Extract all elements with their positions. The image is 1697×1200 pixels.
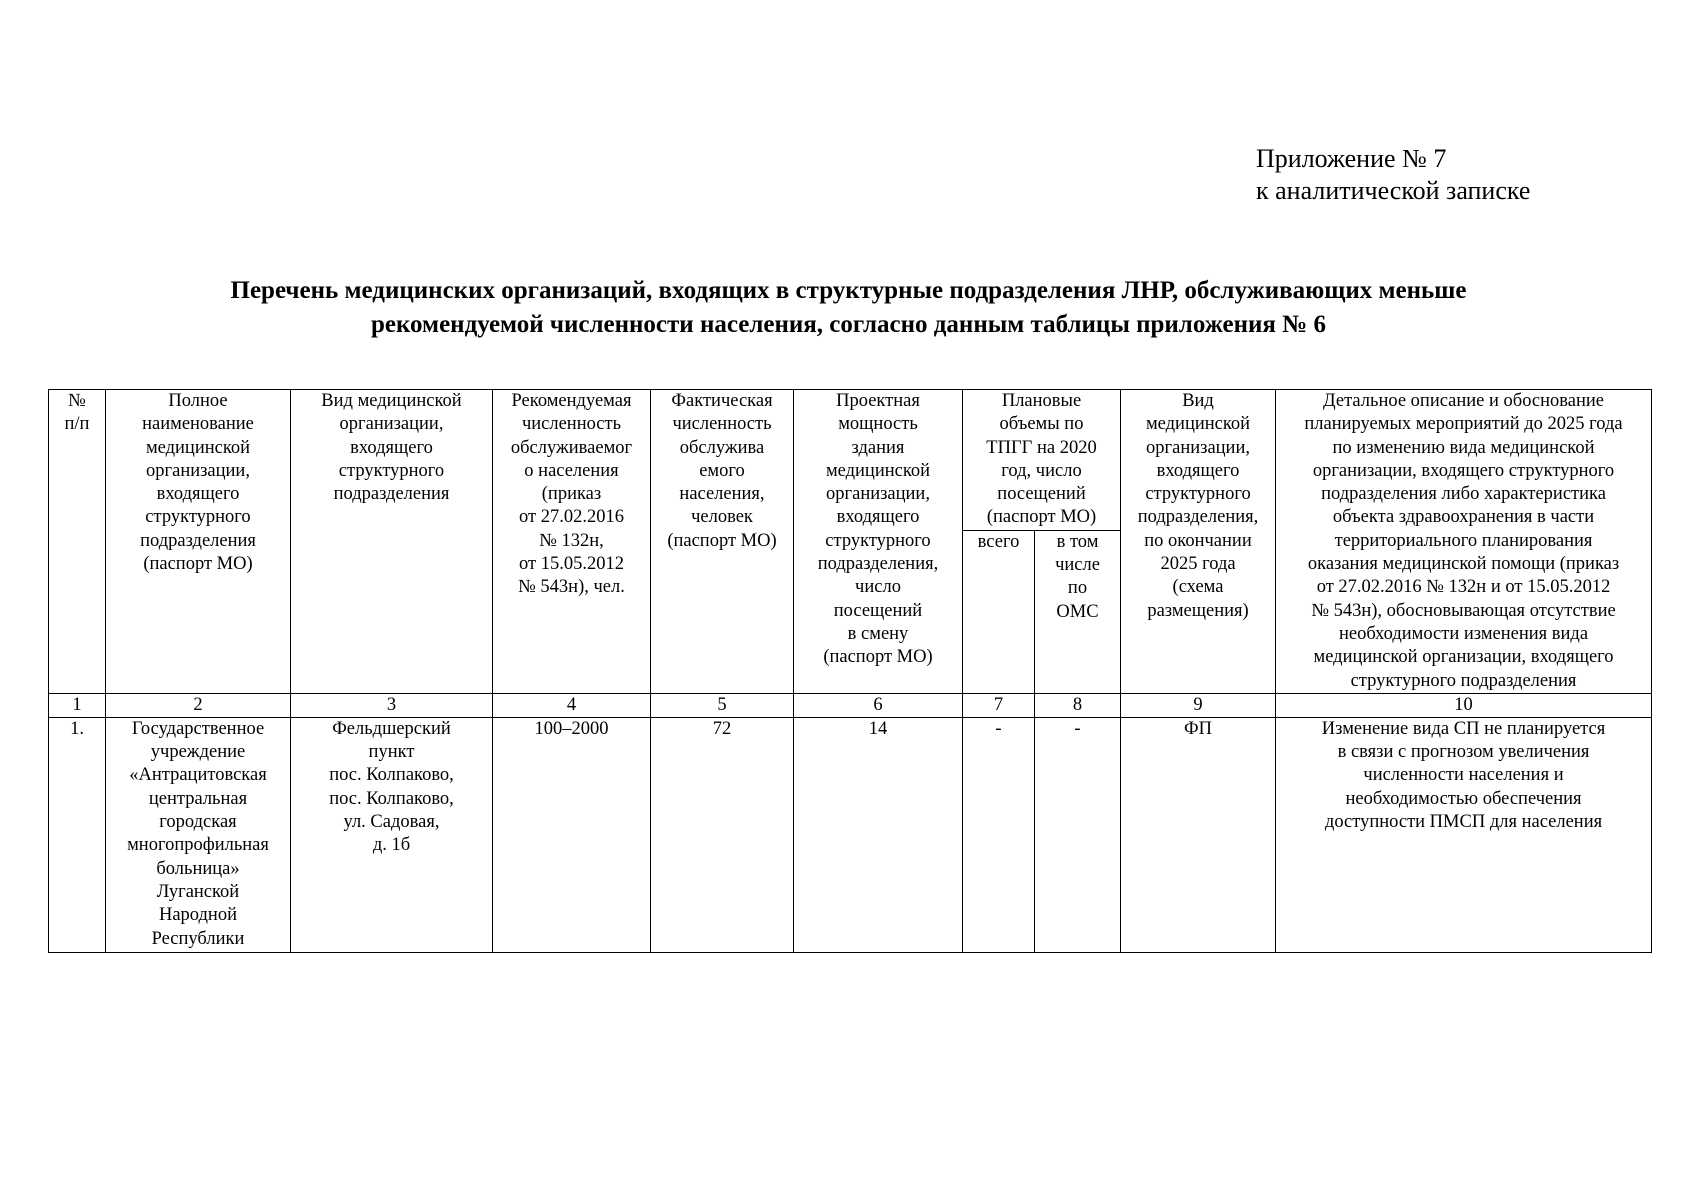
header-full-name: Полное наименование медицинской организации, входящего структурного подразделения (паспорт МО)	[106, 390, 291, 694]
header-planned-total: всего	[963, 530, 1035, 693]
appendix-reference: к аналитической записке	[1256, 176, 1531, 205]
header-actual-population: Фактическая численность обслужива емого населения, человек (паспорт МО)	[651, 390, 794, 694]
column-number: 4	[493, 693, 651, 717]
header-number: № п/п	[49, 390, 106, 694]
header-description: Детальное описание и обоснование планируемых мероприятий до 2025 года по изменению вида медицинской организации, входящего структурного подразделения либо характеристика объекта здравоохранения в части территориального планирования оказания медицинской помощи (приказ от 27.02.2016 № 132н и от 15.05.2012 № 543н), обосновывающая отсутствие необходимости изменения вида медицинской организации, входящего структурного подразделения	[1276, 390, 1652, 694]
title-line-1: Перечень медицинских организаций, входящих в структурные подразделения ЛНР, обслуживающих меньше	[230, 277, 1467, 304]
header-planned-volumes: Плановые объемы по ТПГГ на 2020 год, число посещений (паспорт МО)	[963, 390, 1121, 531]
row-type-2025: ФП	[1121, 717, 1276, 952]
row-planned-oms: -	[1035, 717, 1121, 952]
header-row	[49, 390, 1652, 531]
column-number: 9	[1121, 693, 1276, 717]
row-description: Изменение вида СП не планируется в связи с прогнозом увеличения численности населения и необходимостью обеспечения доступности ПМСП для населения	[1276, 717, 1652, 952]
column-number: 7	[963, 693, 1035, 717]
header-type-2025: Вид медицинской организации, входящего структурного подразделения, по окончании 2025 года (схема размещения)	[1121, 390, 1276, 694]
row-planned-total: -	[963, 717, 1035, 952]
column-number: 2	[106, 693, 291, 717]
row-design-capacity: 14	[794, 717, 963, 952]
row-number: 1.	[49, 717, 106, 952]
document-title	[60, 274, 1637, 342]
table-row	[49, 717, 1652, 952]
column-number: 8	[1035, 693, 1121, 717]
appendix-note	[1256, 143, 1530, 207]
column-number: 5	[651, 693, 794, 717]
row-org-name: Государственное учреждение «Антрацитовская центральная городская многопрофильная больница» Луганской Народной Республики	[106, 717, 291, 952]
column-number: 3	[291, 693, 493, 717]
row-actual-population: 72	[651, 717, 794, 952]
row-unit-type: Фельдшерский пункт пос. Колпаково, пос. Колпаково, ул. Садовая, д. 1б	[291, 717, 493, 952]
column-numbers-row	[49, 693, 1652, 717]
organizations-table	[48, 389, 1652, 953]
header-design-capacity: Проектная мощность здания медицинской организации, входящего структурного подразделения, число посещений в смену (паспорт МО)	[794, 390, 963, 694]
column-number: 1	[49, 693, 106, 717]
row-recommended-population: 100–2000	[493, 717, 651, 952]
header-recommended-population: Рекомендуемая численность обслуживаемог о населения (приказ от 27.02.2016 № 132н, от 15.05.2012 № 543н), чел.	[493, 390, 651, 694]
appendix-number: Приложение № 7	[1256, 144, 1447, 173]
column-number: 6	[794, 693, 963, 717]
header-planned-oms: в том числе по ОМС	[1035, 530, 1121, 693]
column-number: 10	[1276, 693, 1652, 717]
header-unit-type: Вид медицинской организации, входящего структурного подразделения	[291, 390, 493, 694]
title-line-2: рекомендуемой численности населения, согласно данным таблицы приложения № 6	[370, 311, 1327, 338]
